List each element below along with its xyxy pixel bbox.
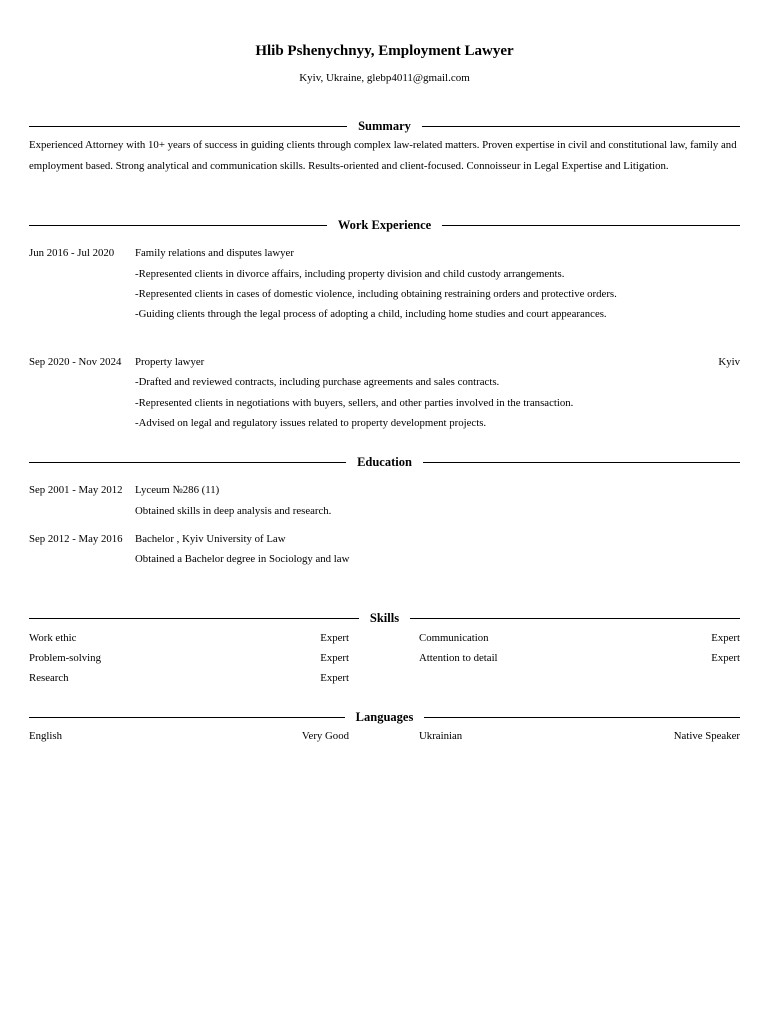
resume-name: Hlib Pshenychnyy, Employment Lawyer (255, 43, 514, 59)
job-dates: Sep 2020 - Nov 2024 (29, 356, 122, 368)
job-location: Kyiv (718, 356, 740, 368)
job-dates: Jun 2016 - Jul 2020 (29, 247, 115, 259)
skill-level: Expert (711, 632, 740, 644)
job-role: Property lawyer (135, 356, 205, 368)
education-detail (29, 552, 740, 566)
bullet-text: -Represented clients in cases of domestic violence, including obtaining restraining orders and protective orders. (135, 288, 617, 300)
skill-level: Expert (711, 652, 740, 664)
detail-text: Obtained a Bachelor degree in Sociology and law (135, 553, 350, 565)
languages-heading (29, 709, 740, 725)
bullet-text: -Represented clients in negotiations with buyers, sellers, and other parties involved in the transaction. (135, 397, 574, 409)
divider (29, 462, 346, 463)
job-bullet (29, 375, 740, 389)
summary-text: Experienced Attorney with 10+ years of success in guiding clients through complex law-related matters. Proven expertise in civil and constitutional law, family and employment based. Strong analytical and communication skills. Results-oriented and client-focused. Connoisseur in Legal Expertise and Litigation. (29, 139, 737, 172)
language-level: Very Good (301, 730, 349, 742)
language-name: English (29, 730, 62, 742)
education-detail (29, 504, 740, 518)
skill-name: Communication (419, 632, 489, 644)
divider (442, 225, 740, 226)
job-row (29, 246, 740, 260)
divider (29, 618, 359, 619)
job-bullet (29, 416, 740, 430)
section-title: Languages (355, 709, 414, 724)
education-row (29, 532, 740, 546)
education-school: Lyceum №286 (11) (135, 484, 220, 496)
divider (29, 126, 347, 127)
job-role: Family relations and disputes lawyer (135, 247, 294, 259)
section-title: Education (357, 454, 412, 469)
skill-name: Problem-solving (29, 652, 101, 664)
skills-heading (29, 610, 740, 626)
language-name: Ukrainian (419, 730, 463, 742)
divider (422, 126, 740, 127)
divider (424, 717, 740, 718)
bullet-text: -Guiding clients through the legal process of adopting a child, including home studies and court appearances. (135, 308, 607, 320)
job-bullet (29, 287, 740, 301)
bullet-text: -Advised on legal and regulatory issues related to property development projects. (135, 417, 487, 429)
education-row (29, 483, 740, 497)
skill-name: Work ethic (29, 632, 77, 644)
job-bullet (29, 267, 740, 281)
divider (410, 618, 740, 619)
language-level: Native Speaker (673, 730, 740, 742)
divider (29, 717, 345, 718)
divider (423, 462, 740, 463)
summary-heading (29, 118, 740, 134)
section-title: Skills (369, 610, 400, 625)
education-school: Bachelor , Kyiv University of Law (135, 533, 286, 545)
education-dates: Sep 2012 - May 2016 (29, 533, 123, 545)
skill-level: Expert (320, 652, 349, 664)
bullet-text: -Represented clients in divorce affairs, including property division and child custody arrangements. (135, 268, 565, 280)
section-title: Summary (358, 118, 411, 133)
bullet-text: -Drafted and reviewed contracts, including purchase agreements and sales contracts. (135, 376, 500, 388)
job-bullet (29, 307, 740, 321)
contact-info: Kyiv, Ukraine, glebp4011@gmail.com (299, 72, 470, 84)
detail-text: Obtained skills in deep analysis and research. (135, 505, 332, 517)
education-dates: Sep 2001 - May 2012 (29, 484, 123, 496)
work-heading (29, 217, 740, 233)
divider (29, 225, 327, 226)
skill-level: Expert (320, 632, 349, 644)
skill-name: Research (29, 672, 69, 684)
job-row (29, 355, 740, 369)
section-title: Work Experience (337, 217, 432, 232)
job-bullet (29, 396, 740, 410)
skill-level: Expert (320, 672, 349, 684)
skill-name: Attention to detail (419, 652, 498, 664)
education-heading (29, 454, 740, 470)
